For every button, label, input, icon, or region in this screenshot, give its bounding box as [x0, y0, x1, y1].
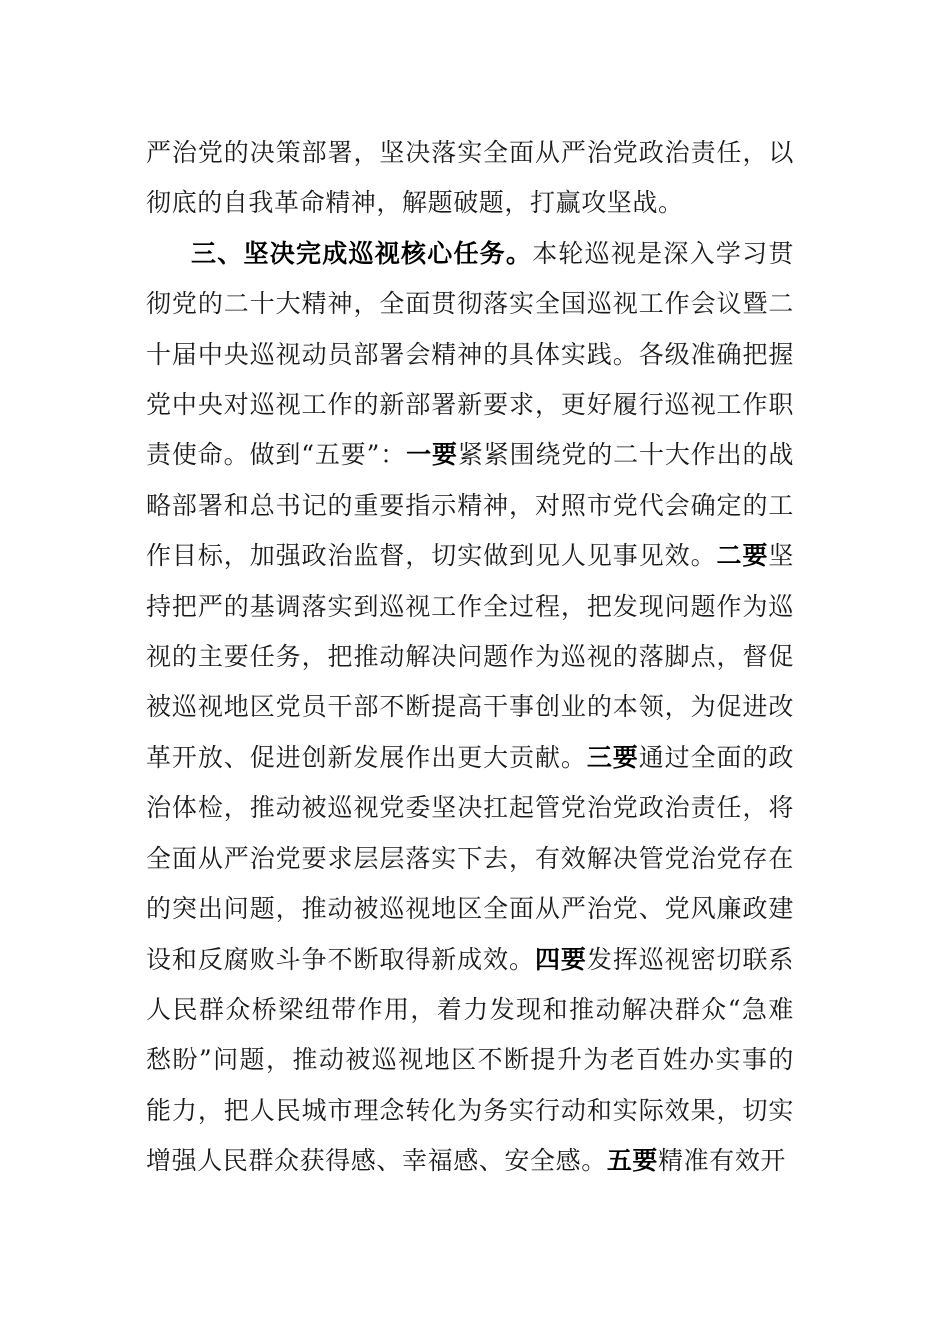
item-text-2: 坚持把严的基调落实到巡视工作全过程，把发现问题作为巡视的主要任务，把推动解决问题作为巡视的落脚点，督促被巡视地区党员干部不断提高干事创业的本领，为促进改革开放、促进创新发展作出更大贡献。	[146, 541, 795, 772]
item-label-2: 二要	[716, 541, 769, 571]
item-label-3: 三要	[586, 742, 639, 772]
paragraph-section-three	[146, 229, 794, 1187]
section-intro: 本轮巡视是深入学习贯彻党的二十大精神，全面贯彻落实全国巡视工作会议暨二十届中央巡视动员部署会精神的具体实践。各级准确把握党中央对巡视工作的新部署新要求，更好履行巡视工作职责使命。做到“五要”：	[146, 238, 794, 470]
item-text-3: 通过全面的政治体检，推动被巡视党委坚决扛起管党治党政治责任，将全面从严治党要求层层落实下去，有效解决管党治党存在的突出问题，推动被巡视地区全面从严治党、党风廉政建设和反腐败斗争不断取得新成效。	[146, 742, 794, 974]
section-heading: 三、坚决完成巡视核心任务。	[191, 238, 533, 268]
paragraph-continuation	[146, 128, 794, 229]
document-body	[146, 128, 794, 1187]
item-label-5: 五要	[606, 1146, 659, 1176]
item-text-1: 紧紧围绕党的二十大作出的战略部署和总书记的重要指示精神，对照市党代会确定的工作目标，加强政治监督，切实做到见人见事见效。	[146, 440, 794, 571]
item-text-5: 精准有效开	[658, 1146, 787, 1176]
item-label-4: 四要	[534, 944, 587, 974]
paragraph-text: 严治党的决策部署，坚决落实全面从严治党政治责任，以彻底的自我革命精神，解题破题，打赢攻坚战。	[146, 138, 794, 218]
item-label-1: 一要	[406, 440, 458, 470]
item-text-4: 发挥巡视密切联系人民群众桥梁纽带作用，着力发现和推动解决群众“急难愁盼”问题，推动被巡视地区不断提升为老百姓办实事的能力，把人民城市理念转化为务实行动和实际效果，切实增强人民群众获得感、幸福感、安全感。	[146, 944, 794, 1176]
